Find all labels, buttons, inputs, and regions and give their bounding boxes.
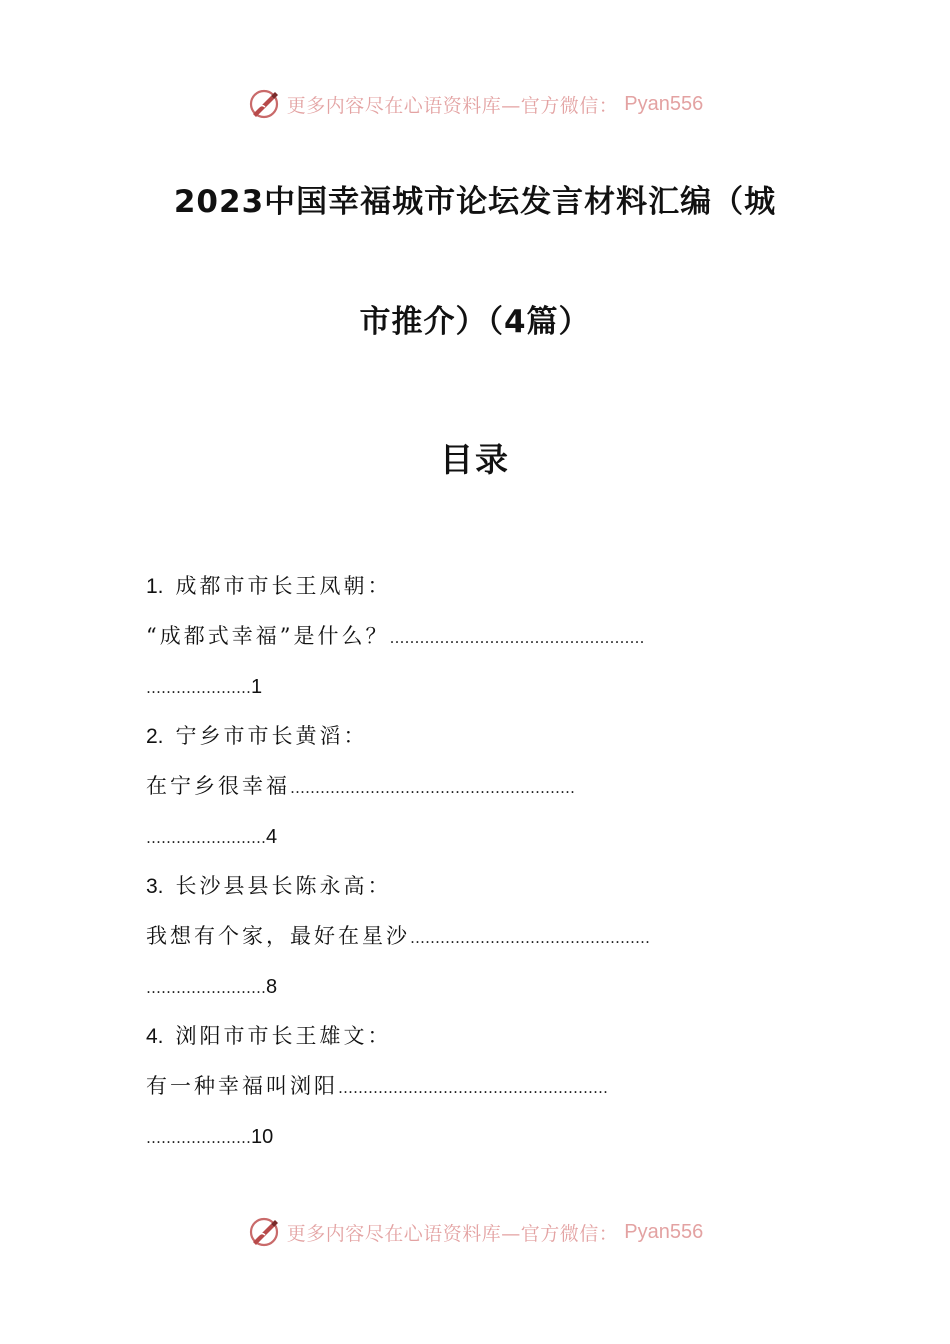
toc-entry-speaker: 成都市市长王凤朝： <box>175 574 392 598</box>
footer-watermark <box>0 1212 950 1252</box>
toc-entry-page: 1 <box>251 676 263 698</box>
toc-entry-1-page-line[interactable] <box>146 666 806 716</box>
toc-leader-dots: ………………… <box>146 1129 251 1147</box>
toc-entry-3-speaker[interactable] <box>146 866 806 916</box>
toc-entry-subtitle: “成都式幸福”是什么？ <box>146 624 390 648</box>
toc-entry-number: 3. <box>146 875 164 898</box>
toc-entry-subtitle: 有一种幸福叫浏阳 <box>146 1074 338 1098</box>
toc-entry-1-subtitle[interactable] <box>146 616 806 666</box>
toc-entry-2-subtitle[interactable] <box>146 766 806 816</box>
toc-entry-2-page-line[interactable] <box>146 816 806 866</box>
toc-leader-dots: ………………………………………… <box>410 929 650 947</box>
watermark-text: 更多内容尽在心语资料库—官方微信： <box>286 94 619 117</box>
document-title-line-2: 市推介）（4篇） <box>359 304 591 340</box>
toc-entry-4-subtitle[interactable] <box>146 1066 806 1116</box>
toc-leader-dots: …………………… <box>146 979 266 997</box>
watermark-brand: Pyan556 <box>624 1220 704 1243</box>
toc-entry-subtitle: 我想有个家，最好在星沙 <box>146 924 410 948</box>
toc-entry-speaker: 宁乡市市长黄滔： <box>175 724 368 748</box>
watermark-brand: Pyan556 <box>624 92 704 115</box>
toc-entry-page: 10 <box>251 1126 274 1148</box>
toc-entry-page: 8 <box>266 976 278 998</box>
document-title-line-1: 2023中国幸福城市论坛发言材料汇编（城 <box>173 184 777 220</box>
toc-leader-dots: ………………………………………………… <box>290 779 575 797</box>
toc-entry-number: 1. <box>146 575 164 598</box>
toc-heading: 目录 <box>440 440 510 479</box>
toc-leader-dots: ………………… <box>146 679 251 697</box>
toc-entry-4-page-line[interactable] <box>146 1116 806 1166</box>
toc-entry-3-page-line[interactable] <box>146 966 806 1016</box>
pen-seal-logo-icon <box>247 1215 281 1249</box>
toc-entry-subtitle: 在宁乡很幸福 <box>146 774 290 798</box>
toc-entry-page: 4 <box>266 826 278 848</box>
watermark-text: 更多内容尽在心语资料库—官方微信： <box>286 1222 619 1245</box>
toc-entry-speaker: 长沙县县长陈永高： <box>175 874 392 898</box>
toc-leader-dots: …………………………………………… <box>389 629 645 647</box>
toc-entry-number: 2. <box>146 725 164 748</box>
toc-leader-dots: …………………… <box>146 829 266 847</box>
toc-entry-4-speaker[interactable] <box>146 1016 806 1066</box>
toc-entry-number: 4. <box>146 1025 164 1048</box>
toc-leader-dots: ……………………………………………… <box>338 1079 608 1097</box>
table-of-contents <box>146 566 806 1166</box>
toc-entry-1-speaker[interactable] <box>146 566 806 616</box>
toc-entry-speaker: 浏阳市市长王雄文： <box>175 1024 392 1048</box>
toc-entry-3-subtitle[interactable] <box>146 916 806 966</box>
header-watermark <box>0 84 950 124</box>
toc-entry-2-speaker[interactable] <box>146 716 806 766</box>
pen-seal-logo-icon <box>247 87 281 121</box>
